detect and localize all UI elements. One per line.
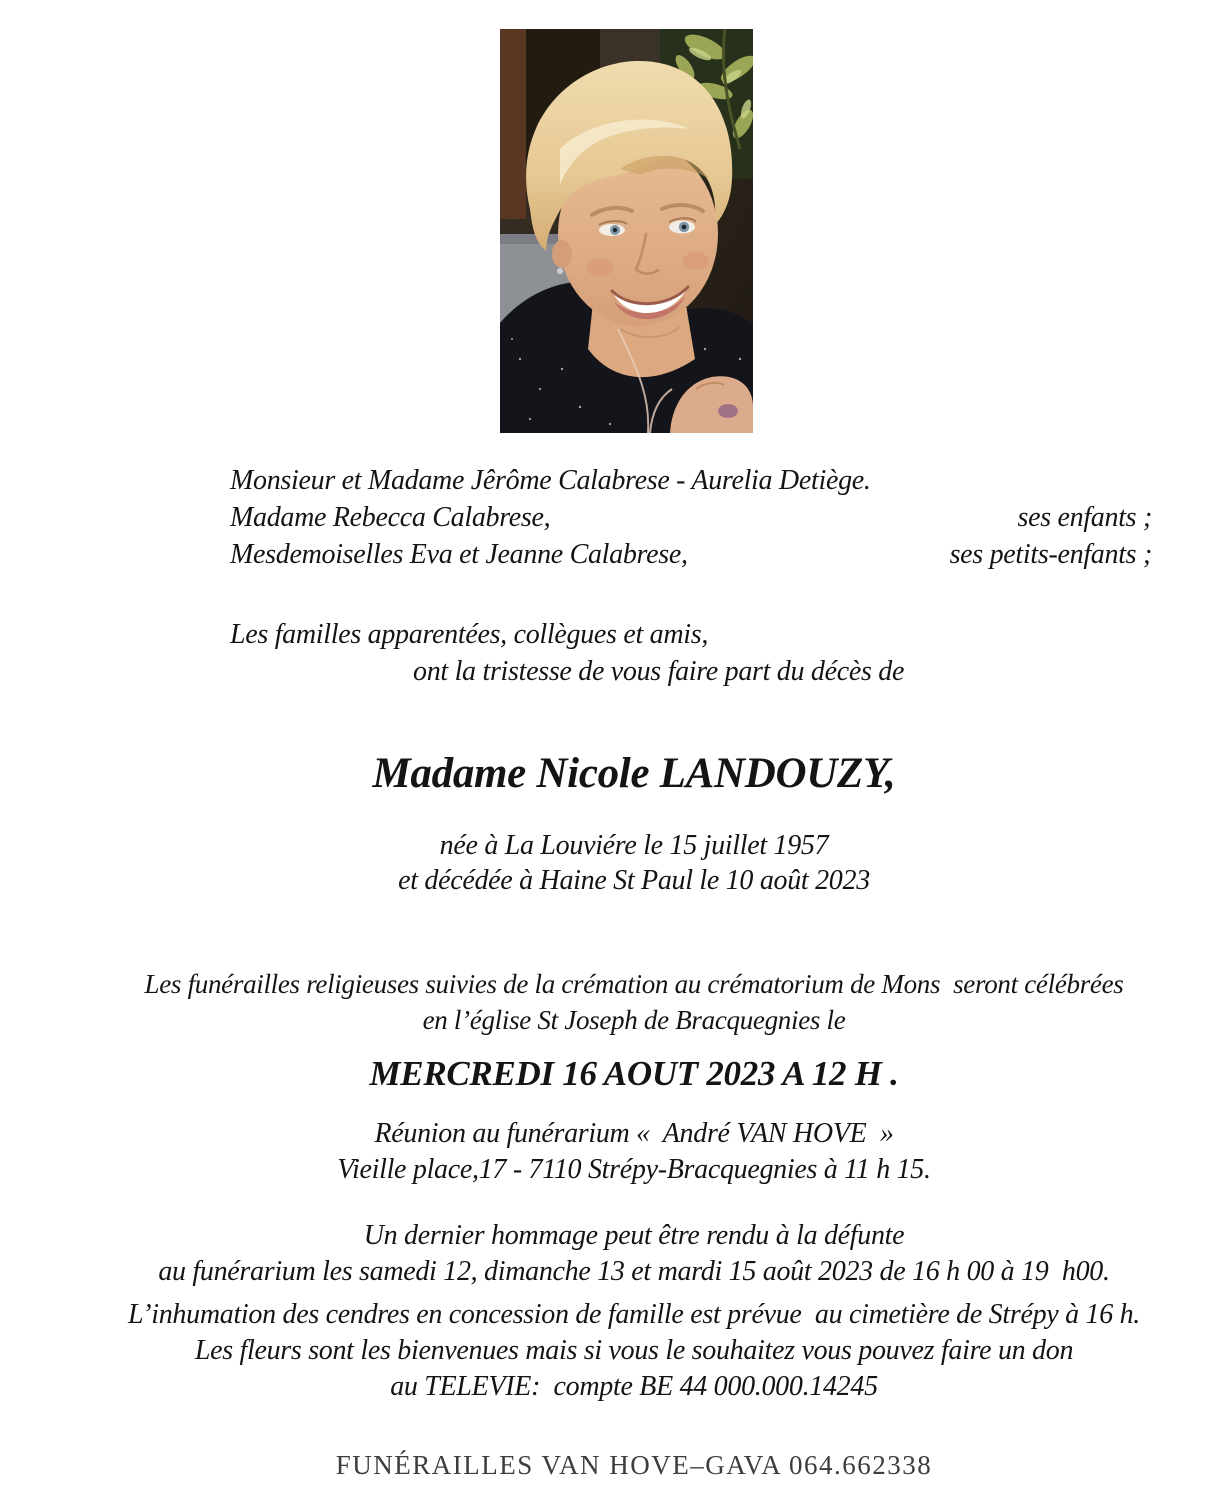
tribute-block <box>75 1218 1193 1290</box>
family-line-3 <box>230 536 1152 573</box>
deceased-name: Madame Nicole LANDOUZY, <box>372 750 896 797</box>
announcement-line-1: Les familles apparentées, collègues et amis, <box>230 619 709 650</box>
birth-line: née à La Louviére le 15 juillet 1957 <box>439 830 829 861</box>
announcement-line-2: ont la tristesse de vous faire part du décès de <box>413 656 905 687</box>
meeting-block <box>75 1116 1193 1188</box>
family-line-1: Monsieur et Madame Jêrôme Calabrese - Aurelia Detiège. <box>230 465 871 496</box>
family-line-3-names: Mesdemoiselles Eva et Jeanne Calabrese, <box>230 539 688 570</box>
announcement-block <box>230 616 1152 690</box>
burial-line-3: au TELEVIE: compte BE 44 000.000.14245 <box>390 1371 878 1402</box>
family-block <box>230 462 1152 573</box>
ceremony-date: MERCREDI 16 AOUT 2023 A 12 H . <box>369 1054 899 1093</box>
portrait-photo <box>500 29 753 433</box>
family-line-2 <box>230 499 1152 536</box>
ceremony-line-2: en l’église St Joseph de Bracquegnies le <box>422 1005 846 1035</box>
tribute-line-2: au funérarium les samedi 12, dimanche 13 et mardi 15 août 2023 de 16 h 00 à 19 h00. <box>158 1256 1110 1287</box>
ceremony-line-1: Les funérailles religieuses suivies de la crémation au crématorium de Mons seront célébrées <box>144 969 1124 999</box>
burial-line-1: L’inhumation des cendres en concession de famille est prévue au cimetière de Strépy à 16 h. <box>127 1299 1141 1330</box>
ceremony-block <box>75 966 1193 1038</box>
family-line-3-relation: ses petits-enfants ; <box>949 539 1152 570</box>
meeting-line-1: Réunion au funérarium « André VAN HOVE » <box>374 1118 894 1149</box>
funeral-home-footer: FUNÉRAILLES VAN HOVE–GAVA 064.662338 <box>335 1450 933 1480</box>
burial-block <box>75 1297 1193 1405</box>
portrait-photo-image <box>500 29 753 433</box>
family-line-2-relation: ses enfants ; <box>1017 502 1152 533</box>
family-line-2-names: Madame Rebecca Calabrese, <box>230 502 551 533</box>
burial-line-2: Les fleurs sont les bienvenues mais si vous le souhaitez vous pouvez faire un don <box>194 1335 1074 1366</box>
meeting-line-2: Vieille place,17 - 7110 Strépy-Bracquegnies à 11 h 15. <box>337 1154 931 1185</box>
tribute-line-1: Un dernier hommage peut être rendu à la défunte <box>363 1220 905 1251</box>
birth-death-block <box>75 828 1193 898</box>
death-line: et décédée à Haine St Paul le 10 août 2023 <box>398 865 870 896</box>
